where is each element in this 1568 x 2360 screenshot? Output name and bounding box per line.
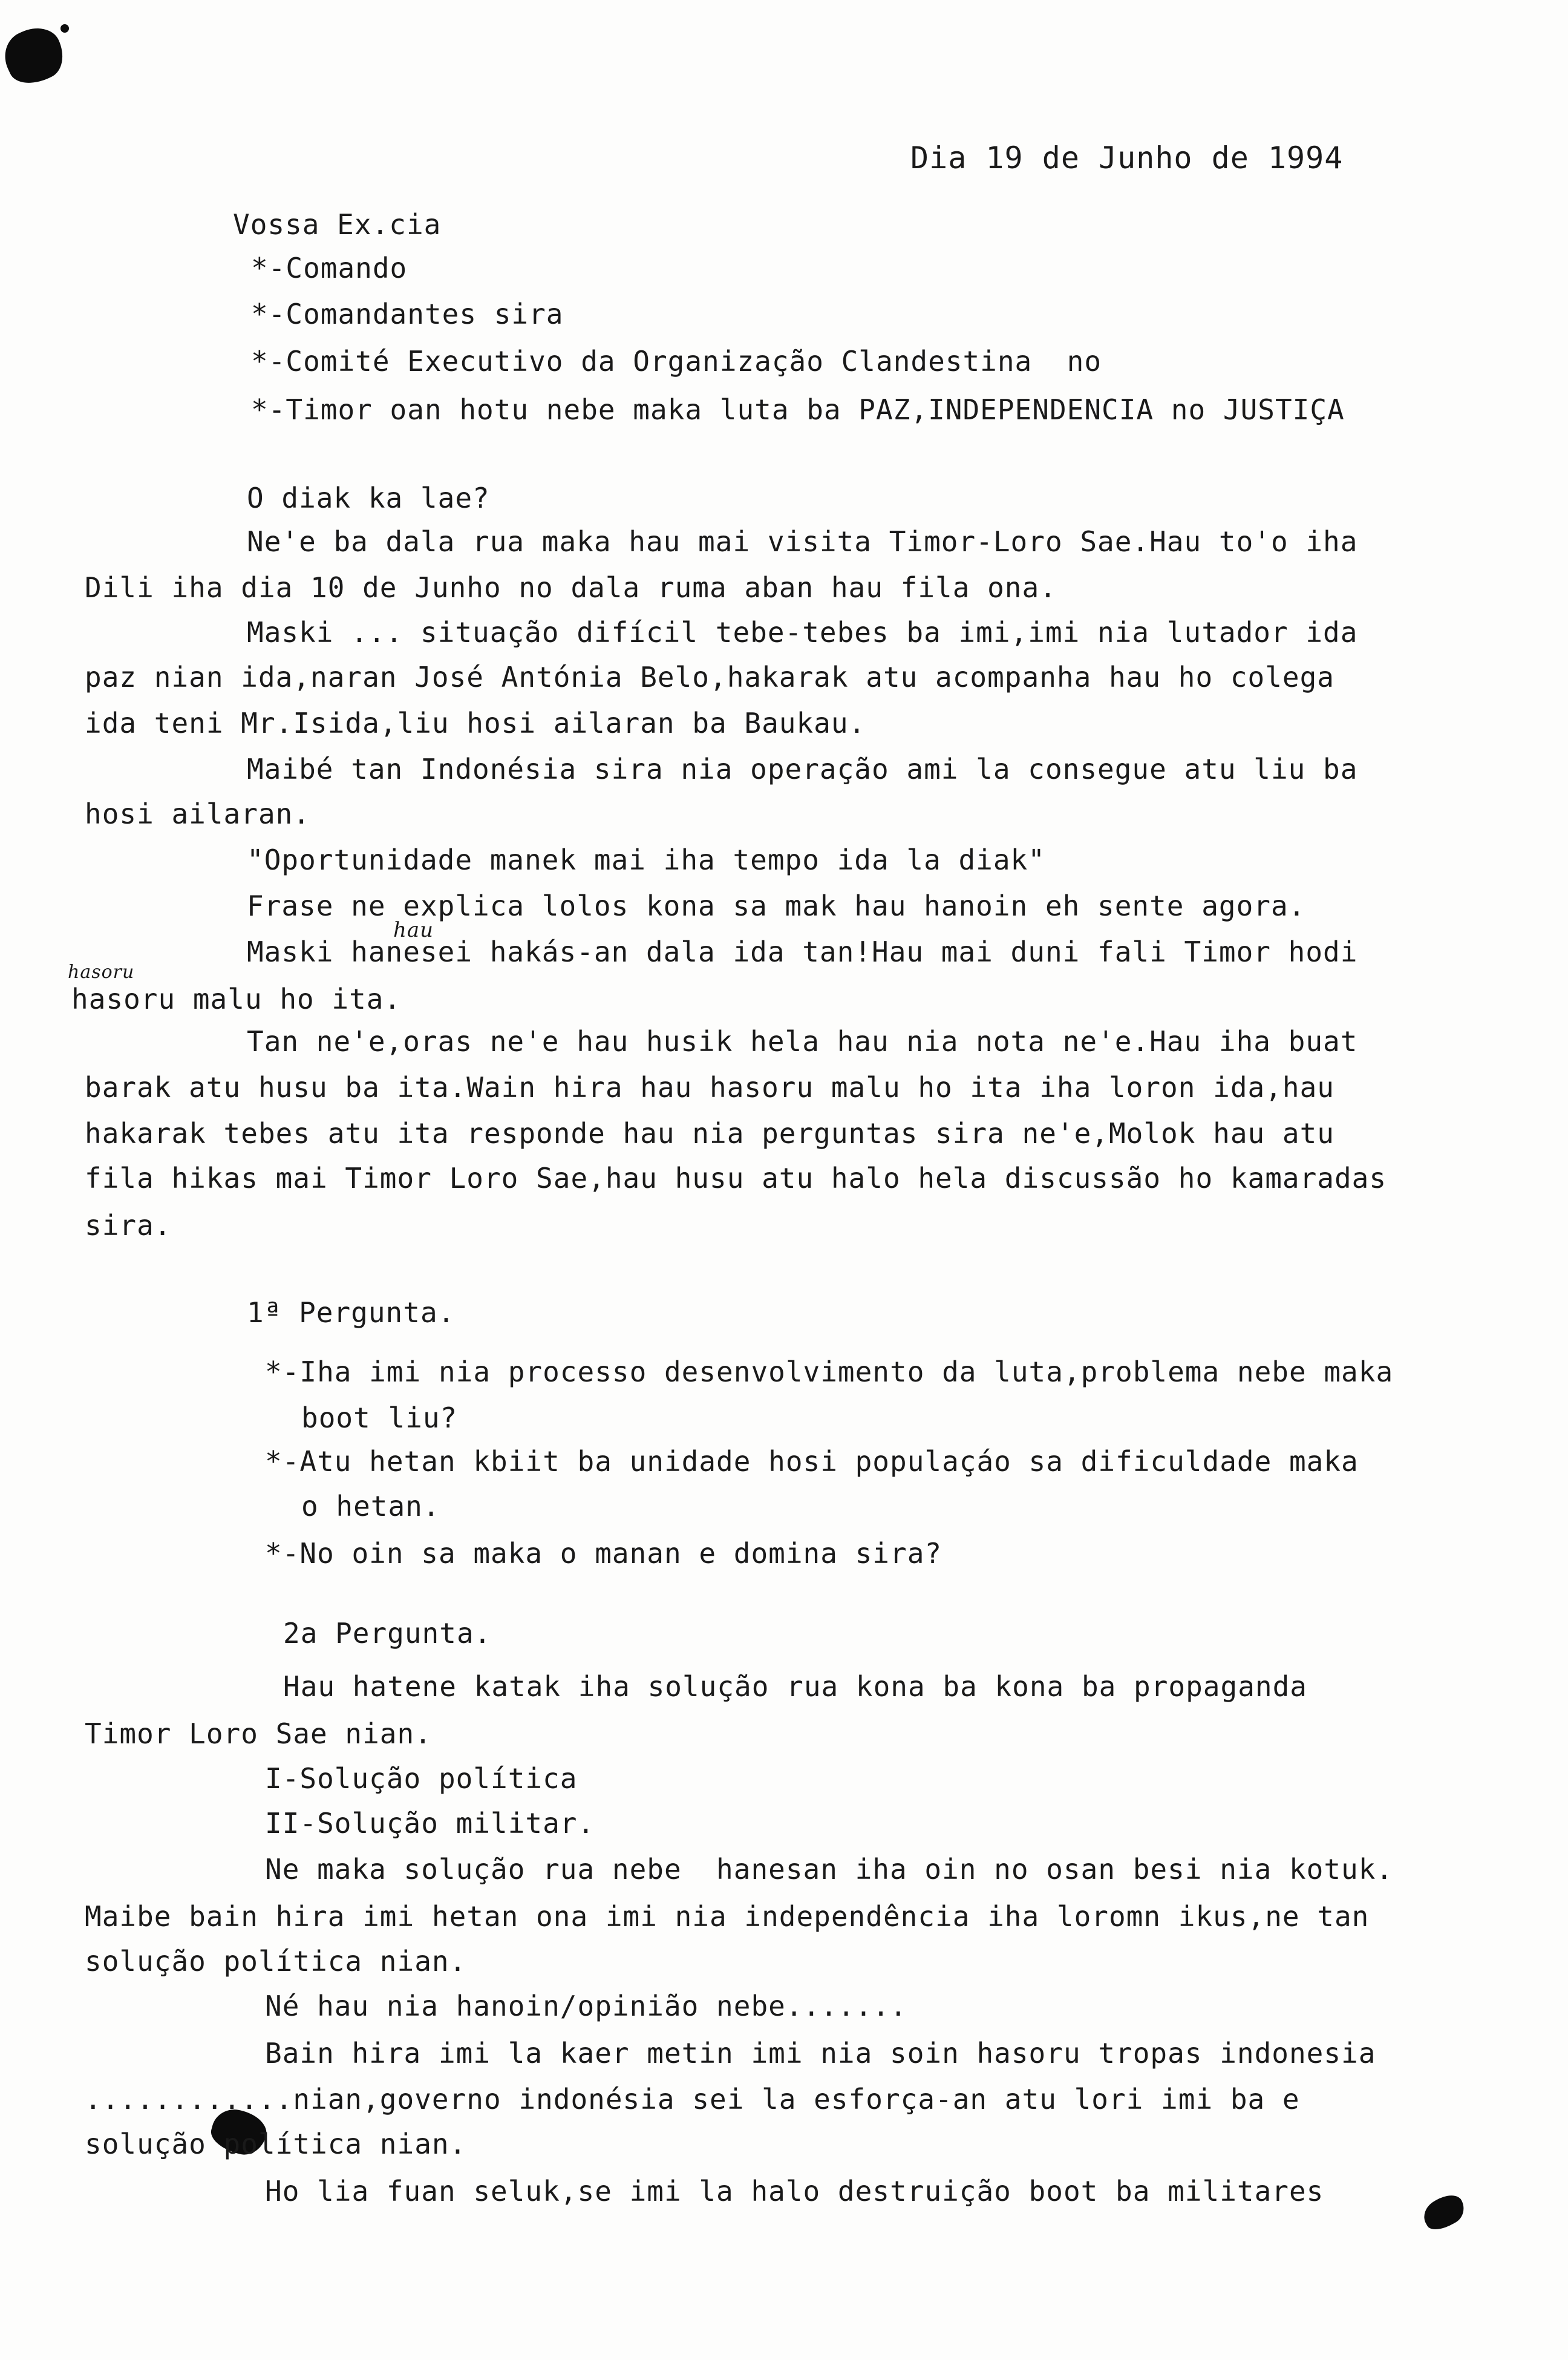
question-2-line: ............nian,governo indonésia sei la esforça-an atu lori imi ba e — [85, 2083, 1300, 2116]
body-line: sira. — [85, 1209, 172, 1242]
handwritten-note: hasoru — [68, 962, 135, 983]
question-2-line: I-Solução política — [265, 1762, 578, 1795]
question-2-line: Bain hira imi la kaer metin imi nia soin hasoru tropas indonesia — [265, 2037, 1376, 2070]
question-2-line: Né hau nia hanoin/opinião nebe....... — [265, 1990, 907, 2022]
question-1-line: *-Atu hetan kbiit ba unidade hosi populaçáo sa dificuldade maka — [265, 1445, 1359, 1478]
addressee-line: *-Comando — [251, 252, 408, 284]
body-line: Frase ne explica lolos kona sa mak hau hanoin eh sente agora. — [247, 890, 1306, 922]
body-line: Maski hanesei hakás-an dala ida tan!Hau mai duni fali Timor hodi — [247, 936, 1358, 968]
question-1-line: *-No oin sa maka o manan e domina sira? — [265, 1537, 942, 1570]
question-2-line: II-Solução militar. — [265, 1807, 595, 1840]
salutation: Vossa Ex.cia — [233, 208, 442, 241]
question-2-line: solução política nian. — [85, 2128, 467, 2160]
addressee-line: *-Timor oan hotu nebe maka luta ba PAZ,INDEPENDENCIA no JUSTIÇA — [251, 393, 1345, 426]
handwritten-note: hau — [393, 918, 434, 942]
question-2-line: Maibe bain hira imi hetan ona imi nia independência iha loromn ikus,ne tan — [85, 1900, 1370, 1933]
addressee-line: *-Comandantes sira — [251, 298, 564, 330]
body-line: paz nian ida,naran José Antónia Belo,hakarak atu acompanha hau ho colega — [85, 661, 1334, 693]
question-2-line: Ho lia fuan seluk,se imi la halo destruição boot ba militares — [265, 2175, 1324, 2208]
addressee-line: *-Comité Executivo da Organização Clandestina no — [251, 345, 1102, 378]
question-2-line: solução política nian. — [85, 1945, 467, 1978]
body-line: Tan ne'e,oras ne'e hau husik hela hau nia nota ne'e.Hau iha buat — [247, 1025, 1358, 1058]
question-1-line: boot liu? — [301, 1401, 458, 1434]
letter-date: Dia 19 de Junho de 1994 — [910, 140, 1344, 175]
question-2-line: Hau hatene katak iha solução rua kona ba kona ba propaganda — [283, 1670, 1307, 1703]
body-line: barak atu husu ba ita.Wain hira hau hasoru malu ho ita iha loron ida,hau — [85, 1071, 1334, 1104]
question-1-line: *-Iha imi nia processo desenvolvimento da luta,problema nebe maka — [265, 1355, 1394, 1388]
greeting: O diak ka lae? — [247, 482, 490, 514]
question-2-title: 2a Pergunta. — [283, 1617, 492, 1650]
body-line: hakarak tebes atu ita responde hau nia perguntas sira ne'e,Molok hau atu — [85, 1117, 1334, 1150]
body-line: Ne'e ba dala rua maka hau mai visita Timor-Loro Sae.Hau to'o iha — [247, 525, 1358, 558]
body-line: hasoru malu ho ita. — [71, 983, 402, 1015]
question-2-line: Timor Loro Sae nian. — [85, 1717, 432, 1750]
body-line: ida teni Mr.Isida,liu hosi ailaran ba Baukau. — [85, 707, 866, 739]
body-line: Maibé tan Indonésia sira nia operação ami la consegue atu liu ba — [247, 753, 1358, 785]
ink-spot-top-left — [60, 24, 69, 33]
question-2-line: Ne maka solução rua nebe hanesan iha oin no osan besi nia kotuk. — [265, 1853, 1394, 1886]
question-1-line: o hetan. — [301, 1490, 440, 1523]
body-line: Maski ... situação difícil tebe-tebes ba imi,imi nia lutador ida — [247, 616, 1358, 649]
ink-blot-bottom-right — [1419, 2189, 1470, 2236]
body-line: fila hikas mai Timor Loro Sae,hau husu atu halo hela discussão ho kamaradas — [85, 1162, 1387, 1195]
question-1-title: 1ª Pergunta. — [247, 1296, 456, 1329]
body-line: hosi ailaran. — [85, 798, 311, 830]
body-line: "Oportunidade manek mai iha tempo ida la diak" — [247, 844, 1045, 876]
body-line: Dili iha dia 10 de Junho no dala ruma aban hau fila ona. — [85, 571, 1057, 604]
